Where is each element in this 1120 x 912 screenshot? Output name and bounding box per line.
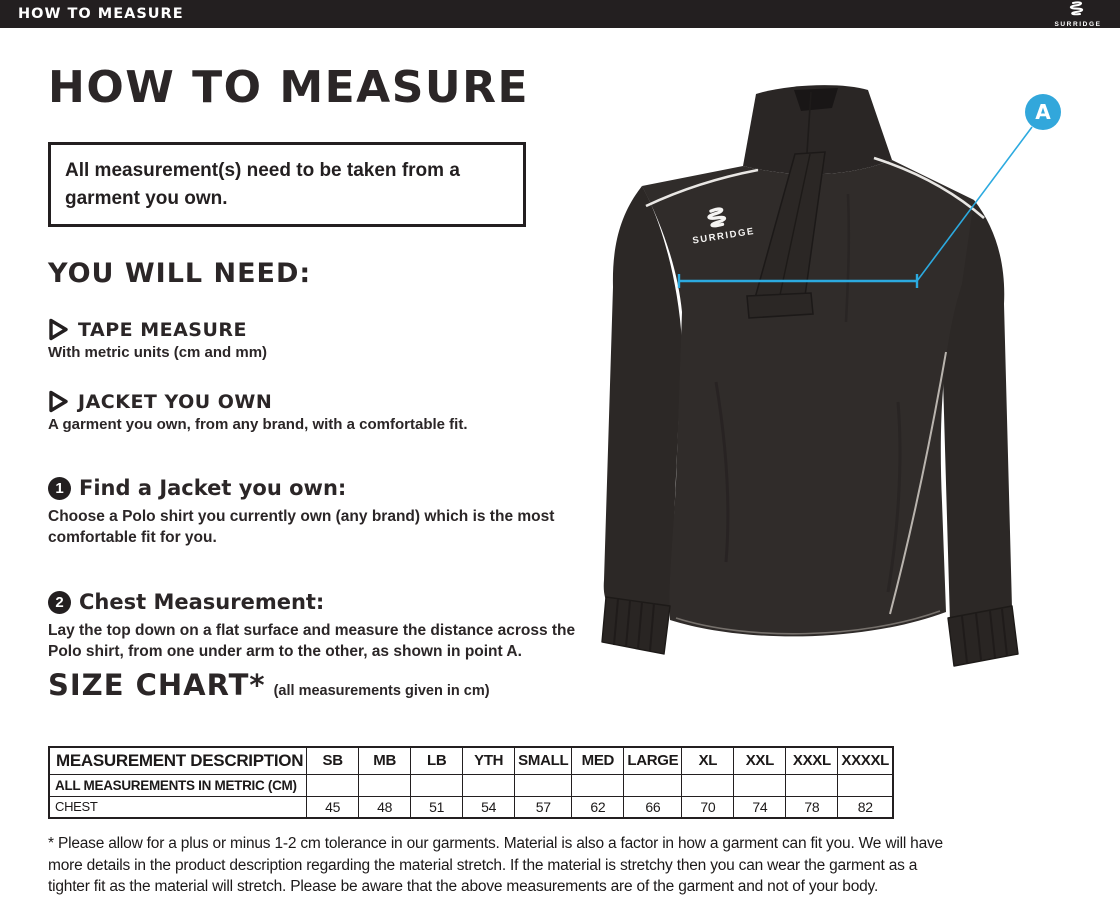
- need-item-description: A garment you own, from any brand, with a comfortable fit.: [48, 416, 468, 433]
- svg-text:SURRIDGE: SURRIDGE: [691, 225, 756, 247]
- surridge-logo: [1048, 1, 1108, 28]
- size-chart-heading-row: [48, 668, 490, 702]
- size-table-col-xxxl: XXXL: [786, 747, 838, 774]
- page-title-bar-text: HOW TO MEASURE: [18, 6, 184, 22]
- size-table-cell: [734, 774, 786, 796]
- size-table-col-mb: MB: [359, 747, 411, 774]
- need-item-description: With metric units (cm and mm): [48, 344, 268, 361]
- size-chart-title: SIZE CHART*: [48, 668, 266, 702]
- size-table-cell: 74: [734, 796, 786, 818]
- step-number-badge: 1: [48, 477, 71, 500]
- size-chart-subtitle: (all measurements given in cm): [273, 683, 490, 699]
- surridge-mark-icon: [1068, 1, 1088, 16]
- size-table-cell: [786, 774, 838, 796]
- size-table-cell: [463, 774, 515, 796]
- size-table-cell: 62: [572, 796, 624, 818]
- jacket-placket-flap: [747, 293, 813, 318]
- step-title: Find a Jacket you own:: [79, 476, 347, 500]
- size-table-cell: 57: [515, 796, 572, 818]
- size-table-cell: 78: [786, 796, 838, 818]
- size-table-col-yth: YTH: [463, 747, 515, 774]
- size-table-cell: [838, 774, 893, 796]
- need-item-label: TAPE MEASURE: [78, 318, 248, 341]
- triangle-bullet-icon: [48, 390, 69, 413]
- size-table-row-label: ALL MEASUREMENTS IN METRIC (CM): [49, 774, 307, 796]
- triangle-bullet-icon: [48, 318, 69, 341]
- need-item-tape-measure: [48, 318, 267, 361]
- size-table-col-large: LARGE: [624, 747, 682, 774]
- step-find-jacket: [48, 476, 600, 549]
- size-table-cell: 48: [359, 796, 411, 818]
- measurement-point-a-label: A: [1035, 100, 1051, 124]
- size-table-cell: [411, 774, 463, 796]
- size-table-row: [49, 774, 893, 796]
- step-description: Choose a Polo shirt you currently own (any brand) which is the most comfortable fit for you.: [48, 508, 555, 546]
- notice-text: All measurement(s) need to be taken from a garment you own.: [65, 160, 460, 209]
- page-heading: HOW TO MEASURE: [48, 62, 530, 113]
- size-table-col-sb: SB: [307, 747, 359, 774]
- size-table-col-xxl: XXL: [734, 747, 786, 774]
- size-table-cell: [307, 774, 359, 796]
- size-table-cell: [515, 774, 572, 796]
- size-table-col-med: MED: [572, 747, 624, 774]
- size-table-cell: [572, 774, 624, 796]
- tolerance-footnote: * Please allow for a plus or minus 1-2 cm tolerance in our garments. Material is also a factor in how a garment can fit you. We will have more details in the product description regarding the material stretch. If the material is stretchy then you can wear the garment as a tighter fit as the material will stretch. Please be aware that the above measurements are of the garment and not of your body.: [48, 835, 943, 896]
- size-table-col-lb: LB: [411, 747, 463, 774]
- size-table-col-xxxxl: XXXXL: [838, 747, 893, 774]
- measurement-point-a-badge: [1025, 94, 1061, 130]
- size-table-cell: 66: [624, 796, 682, 818]
- size-table-cell: [682, 774, 734, 796]
- top-title-bar: [0, 0, 1120, 28]
- size-table-cell: [359, 774, 411, 796]
- size-table-cell: 51: [411, 796, 463, 818]
- jacket-left-cuff: [602, 597, 670, 654]
- surridge-wordmark: SURRIDGE: [1054, 21, 1102, 28]
- size-table-col-xl: XL: [682, 747, 734, 774]
- you-will-need-heading: YOU WILL NEED:: [48, 258, 312, 289]
- size-table-header-row: [49, 747, 893, 774]
- size-table-cell: 45: [307, 796, 359, 818]
- step-chest-measurement: [48, 590, 600, 663]
- step-title: Chest Measurement:: [79, 590, 325, 614]
- size-table-row: [49, 796, 893, 818]
- notice-box: [48, 142, 526, 227]
- size-table-cell: 54: [463, 796, 515, 818]
- size-chart-table-container: [48, 746, 894, 819]
- size-table-body: [49, 774, 893, 818]
- need-item-jacket: [48, 390, 467, 433]
- step-description: Lay the top down on a flat surface and measure the distance across the Polo shirt, from one under arm to the other, as shown in point A.: [48, 622, 576, 660]
- size-chart-table: [48, 746, 894, 819]
- size-table-col-description: MEASUREMENT DESCRIPTION: [49, 747, 307, 774]
- step-number-badge: 2: [48, 591, 71, 614]
- size-table-col-small: SMALL: [515, 747, 572, 774]
- size-table-cell: 82: [838, 796, 893, 818]
- need-item-label: JACKET YOU OWN: [78, 390, 273, 413]
- size-table-row-label: CHEST: [49, 796, 307, 818]
- jacket-diagram: [596, 82, 1110, 680]
- size-table-cell: 70: [682, 796, 734, 818]
- size-table-cell: [624, 774, 682, 796]
